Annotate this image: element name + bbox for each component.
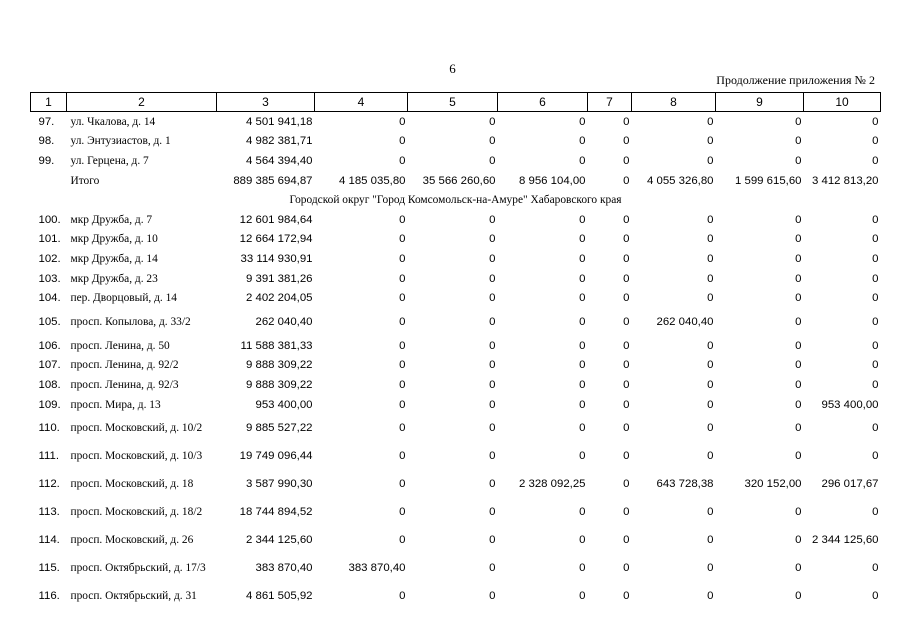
amount-cell: 0 xyxy=(795,359,802,372)
amount-cell: 0 xyxy=(872,562,879,575)
amount-cell: 0 xyxy=(399,154,406,167)
page-number: 6 xyxy=(449,61,456,76)
amount-cell: 18 744 894,52 xyxy=(239,506,313,519)
amount-cell: 0 xyxy=(623,252,630,265)
amount-cell: 0 xyxy=(795,252,802,265)
amount-cell: 643 728,38 xyxy=(656,478,714,491)
amount-cell: 2 344 125,60 xyxy=(811,534,879,547)
amount-cell: 0 xyxy=(707,233,714,246)
amount-cell: 0 xyxy=(399,478,406,491)
amount-cell: 0 xyxy=(489,292,496,305)
row-number: 114. xyxy=(38,534,60,547)
amount-cell: 0 xyxy=(399,398,406,411)
amount-cell: 4 861 505,92 xyxy=(245,590,313,603)
amount-cell: 0 xyxy=(707,154,714,167)
address-cell: просп. Ленина, д. 92/2 xyxy=(70,359,179,372)
amount-cell: 0 xyxy=(579,562,586,575)
amount-cell: 0 xyxy=(623,359,630,372)
address-cell: просп. Мира, д. 13 xyxy=(70,398,161,411)
amount-cell: 9 888 309,22 xyxy=(245,378,313,391)
amount-cell: 0 xyxy=(872,135,879,148)
amount-cell: 2 344 125,60 xyxy=(245,534,313,547)
amount-cell: 0 xyxy=(579,590,586,603)
amount-cell: 0 xyxy=(623,450,630,463)
amount-cell: 0 xyxy=(623,233,630,246)
amount-cell: 0 xyxy=(579,339,586,352)
row-number: 100. xyxy=(38,213,61,226)
amount-cell: 4 501 941,18 xyxy=(245,115,313,128)
amount-cell: 0 xyxy=(872,252,879,265)
row-number: 107. xyxy=(38,359,61,372)
amount-cell: 19 749 096,44 xyxy=(239,450,313,463)
amount-cell: 0 xyxy=(872,339,879,352)
amount-cell: 0 xyxy=(623,154,630,167)
amount-cell: 0 xyxy=(795,422,802,435)
amount-cell: 0 xyxy=(707,562,714,575)
amount-cell: 0 xyxy=(872,292,879,305)
amount-cell: 0 xyxy=(707,339,714,352)
address-cell: мкр Дружба, д. 14 xyxy=(70,252,158,265)
address-text: просп. Октябрьский, д. 17/3 xyxy=(70,562,206,575)
amount-cell: 0 xyxy=(579,359,586,372)
address-cell: ул. Чкалова, д. 14 xyxy=(70,115,156,128)
amount-cell: 0 xyxy=(399,252,406,265)
amount-cell: 296 017,67 xyxy=(821,478,879,491)
amount-cell: 0 xyxy=(579,315,586,328)
table-row xyxy=(31,269,881,289)
amount-cell: 0 xyxy=(707,398,714,411)
amount-cell: 0 xyxy=(623,213,630,226)
amount-cell: 4 982 381,71 xyxy=(245,135,313,148)
amount-cell: 0 xyxy=(399,339,406,352)
amount-cell: 0 xyxy=(623,315,630,328)
row-number: 105. xyxy=(38,315,61,328)
address-text: просп. Московский, д. 10/2 xyxy=(70,422,203,435)
total-cell: 3 412 813,20 xyxy=(811,174,879,187)
amount-cell: 9 391 381,26 xyxy=(245,272,313,285)
amount-cell: 0 xyxy=(795,590,802,603)
row-number: 106. xyxy=(38,339,61,352)
address-cell xyxy=(67,582,217,610)
amount-cell: 0 xyxy=(872,233,879,246)
amount-cell: 0 xyxy=(872,213,879,226)
amount-cell: 0 xyxy=(623,534,630,547)
amount-cell: 0 xyxy=(795,534,802,547)
amount-cell: 9 885 527,22 xyxy=(245,422,313,435)
amount-cell: 953 400,00 xyxy=(255,398,313,411)
amount-cell: 0 xyxy=(489,506,496,519)
amount-cell: 0 xyxy=(399,450,406,463)
amount-cell: 0 xyxy=(707,590,714,603)
amount-cell: 0 xyxy=(795,233,802,246)
address-text: просп. Московский, д. 18 xyxy=(70,478,194,491)
amount-cell: 0 xyxy=(489,450,496,463)
amount-cell: 0 xyxy=(795,115,802,128)
amount-cell: 0 xyxy=(795,506,802,519)
amount-cell: 0 xyxy=(795,154,802,167)
amount-cell: 0 xyxy=(579,398,586,411)
column-header: 3 xyxy=(217,93,315,112)
address-cell: ул. Энтузиастов, д. 1 xyxy=(70,135,171,148)
amount-cell: 383 870,40 xyxy=(255,562,313,575)
table-row xyxy=(31,414,881,442)
amount-cell: 0 xyxy=(707,534,714,547)
amount-cell: 0 xyxy=(489,252,496,265)
table-row xyxy=(31,498,881,526)
amount-cell: 0 xyxy=(489,378,496,391)
amount-cell: 0 xyxy=(489,154,496,167)
address-text: просп. Московский, д. 26 xyxy=(70,534,194,547)
amount-cell: 0 xyxy=(579,450,586,463)
row-number: 115. xyxy=(38,562,60,575)
address-cell: просп. Ленина, д. 92/3 xyxy=(70,378,179,391)
amount-cell: 0 xyxy=(579,233,586,246)
row-number: 109. xyxy=(38,398,61,411)
table-row xyxy=(31,308,881,336)
row-number: 116. xyxy=(38,590,60,603)
table-row xyxy=(31,132,881,152)
row-number: 101. xyxy=(38,233,61,246)
row-number: 104. xyxy=(38,292,61,305)
amount-cell: 0 xyxy=(872,359,879,372)
section-row xyxy=(31,190,881,210)
amount-cell: 0 xyxy=(489,233,496,246)
amount-cell: 11 588 381,33 xyxy=(240,339,313,352)
table-row xyxy=(31,210,881,230)
table-row xyxy=(31,526,881,554)
amount-cell: 0 xyxy=(623,398,630,411)
amount-cell: 0 xyxy=(579,378,586,391)
total-cell: 1 599 615,60 xyxy=(734,174,802,187)
amount-cell: 0 xyxy=(707,252,714,265)
amount-cell: 9 888 309,22 xyxy=(245,359,313,372)
table-row xyxy=(31,582,881,610)
row-number: 110. xyxy=(38,422,60,435)
column-header: 8 xyxy=(632,93,716,112)
table-row xyxy=(31,442,881,470)
amount-cell: 0 xyxy=(795,562,802,575)
amount-cell: 0 xyxy=(623,562,630,575)
total-cell: 8 956 104,00 xyxy=(518,174,586,187)
amount-cell: 0 xyxy=(872,422,879,435)
address-cell: ул. Герцена, д. 7 xyxy=(70,154,149,167)
amount-cell: 4 564 394,40 xyxy=(245,154,313,167)
amount-cell: 33 114 930,91 xyxy=(240,252,313,265)
amount-cell: 0 xyxy=(623,422,630,435)
amount-cell: 0 xyxy=(872,272,879,285)
amount-cell: 0 xyxy=(872,590,879,603)
amount-cell: 0 xyxy=(489,272,496,285)
amount-cell: 0 xyxy=(707,292,714,305)
section-title: Городской округ "Город Комсомольск-на-Амуре" Хабаровского края xyxy=(289,194,622,207)
amount-cell: 0 xyxy=(707,135,714,148)
amount-cell: 0 xyxy=(623,378,630,391)
amount-cell: 0 xyxy=(795,450,802,463)
amount-cell: 0 xyxy=(623,590,630,603)
header-row xyxy=(31,93,881,112)
total-cell: 35 566 260,60 xyxy=(422,174,496,187)
amount-cell: 0 xyxy=(399,292,406,305)
column-header: 2 xyxy=(67,93,217,112)
column-header: 1 xyxy=(31,93,67,112)
amount-cell: 0 xyxy=(579,115,586,128)
row-number: 102. xyxy=(38,252,61,265)
amount-cell: 0 xyxy=(795,135,802,148)
amount-cell: 0 xyxy=(707,359,714,372)
total-index xyxy=(31,171,67,191)
amount-cell: 0 xyxy=(399,590,406,603)
amount-cell: 0 xyxy=(579,506,586,519)
amount-cell: 0 xyxy=(707,378,714,391)
column-header: 4 xyxy=(315,93,408,112)
amount-cell: 383 870,40 xyxy=(348,562,406,575)
amount-cell: 0 xyxy=(623,292,630,305)
address-cell xyxy=(67,526,217,554)
amount-cell: 12 601 984,64 xyxy=(239,213,313,226)
table-row xyxy=(31,336,881,356)
amount-cell: 0 xyxy=(795,315,802,328)
amount-cell: 0 xyxy=(399,534,406,547)
row-number: 108. xyxy=(38,378,61,391)
column-header: 6 xyxy=(498,93,588,112)
table-row xyxy=(31,375,881,395)
table-row xyxy=(31,554,881,582)
column-header: 5 xyxy=(408,93,498,112)
amount-cell: 0 xyxy=(399,422,406,435)
table-row xyxy=(31,470,881,498)
appendix-table xyxy=(30,92,881,610)
table-row xyxy=(31,151,881,171)
amount-cell: 0 xyxy=(489,562,496,575)
amount-cell: 0 xyxy=(795,398,802,411)
address-text: просп. Московский, д. 10/3 xyxy=(70,450,203,463)
row-number: 103. xyxy=(38,272,61,285)
amount-cell: 0 xyxy=(399,359,406,372)
amount-cell: 0 xyxy=(579,135,586,148)
table-row xyxy=(31,288,881,308)
amount-cell: 0 xyxy=(795,378,802,391)
amount-cell: 0 xyxy=(623,135,630,148)
table-body-previous xyxy=(31,112,881,171)
amount-cell: 953 400,00 xyxy=(821,398,879,411)
amount-cell: 0 xyxy=(579,534,586,547)
amount-cell: 0 xyxy=(399,378,406,391)
amount-cell: 0 xyxy=(795,213,802,226)
amount-cell: 0 xyxy=(623,506,630,519)
amount-cell: 0 xyxy=(579,292,586,305)
amount-cell: 0 xyxy=(399,315,406,328)
address-cell: просп. Ленина, д. 50 xyxy=(70,339,170,352)
amount-cell: 0 xyxy=(623,272,630,285)
amount-cell: 0 xyxy=(489,534,496,547)
amount-cell: 12 664 172,94 xyxy=(239,233,313,246)
amount-cell: 3 587 990,30 xyxy=(245,478,313,491)
amount-cell: 0 xyxy=(707,506,714,519)
row-number: 98. xyxy=(38,135,55,148)
amount-cell: 0 xyxy=(399,506,406,519)
amount-cell: 0 xyxy=(489,359,496,372)
amount-cell: 0 xyxy=(489,135,496,148)
total-cell: 4 185 035,80 xyxy=(338,174,406,187)
amount-cell: 0 xyxy=(579,252,586,265)
column-header: 7 xyxy=(588,93,632,112)
amount-cell: 0 xyxy=(489,115,496,128)
total-cell: 0 xyxy=(623,174,630,187)
address-cell: мкр Дружба, д. 10 xyxy=(70,233,158,246)
amount-cell: 2 402 204,05 xyxy=(245,292,313,305)
amount-cell: 0 xyxy=(489,478,496,491)
amount-cell: 0 xyxy=(795,339,802,352)
total-cell: 889 385 694,87 xyxy=(233,174,313,187)
amount-cell: 0 xyxy=(872,154,879,167)
address-cell: мкр Дружба, д. 7 xyxy=(70,213,153,226)
amount-cell: 0 xyxy=(795,292,802,305)
amount-cell: 0 xyxy=(795,272,802,285)
amount-cell: 0 xyxy=(399,272,406,285)
amount-cell: 0 xyxy=(872,450,879,463)
amount-cell: 0 xyxy=(579,272,586,285)
amount-cell: 0 xyxy=(399,135,406,148)
table-row xyxy=(31,249,881,269)
address-text: просп. Октябрьский, д. 31 xyxy=(70,590,197,603)
amount-cell: 0 xyxy=(872,378,879,391)
total-row xyxy=(31,171,881,191)
amount-cell: 0 xyxy=(489,398,496,411)
table-total xyxy=(31,171,881,210)
row-number: 112. xyxy=(38,478,60,491)
amount-cell: 0 xyxy=(623,115,630,128)
amount-cell: 0 xyxy=(707,422,714,435)
amount-cell: 0 xyxy=(707,272,714,285)
address-text: просп. Копылова, д. 33/2 xyxy=(70,315,191,328)
amount-cell: 0 xyxy=(872,315,879,328)
table-body-komsomolsk xyxy=(31,210,881,610)
total-label: Итого xyxy=(70,174,100,187)
table-row xyxy=(31,356,881,376)
amount-cell: 0 xyxy=(872,506,879,519)
address-cell: пер. Дворцовый, д. 14 xyxy=(70,292,177,305)
address-cell xyxy=(67,554,217,582)
amount-cell: 0 xyxy=(489,590,496,603)
total-cell: 4 055 326,80 xyxy=(646,174,714,187)
amount-cell: 0 xyxy=(872,115,879,128)
amount-cell: 0 xyxy=(707,115,714,128)
column-header: 9 xyxy=(716,93,804,112)
address-cell xyxy=(67,442,217,470)
amount-cell: 0 xyxy=(489,315,496,328)
amount-cell: 0 xyxy=(579,154,586,167)
address-text: просп. Московский, д. 18/2 xyxy=(70,506,203,519)
amount-cell: 0 xyxy=(399,213,406,226)
amount-cell: 0 xyxy=(623,478,630,491)
address-cell xyxy=(67,414,217,442)
table-row xyxy=(31,230,881,250)
row-number: 113. xyxy=(38,506,60,519)
amount-cell: 0 xyxy=(707,450,714,463)
column-header: 10 xyxy=(804,93,881,112)
amount-cell: 2 328 092,25 xyxy=(518,478,586,491)
amount-cell: 0 xyxy=(707,213,714,226)
row-number: 111. xyxy=(38,450,59,463)
continuation-label: Продолжение приложения № 2 xyxy=(716,73,875,87)
amount-cell: 0 xyxy=(489,339,496,352)
amount-cell: 0 xyxy=(579,422,586,435)
amount-cell: 0 xyxy=(489,422,496,435)
table-row xyxy=(31,395,881,415)
amount-cell: 0 xyxy=(623,339,630,352)
address-cell xyxy=(67,498,217,526)
amount-cell: 262 040,40 xyxy=(255,315,313,328)
amount-cell: 320 152,00 xyxy=(744,478,802,491)
row-number: 97. xyxy=(38,115,55,128)
address-cell xyxy=(67,470,217,498)
address-cell: мкр Дружба, д. 23 xyxy=(70,272,158,285)
amount-cell: 0 xyxy=(489,213,496,226)
address-cell xyxy=(67,308,217,336)
amount-cell: 262 040,40 xyxy=(656,315,714,328)
table-row xyxy=(31,112,881,132)
row-number: 99. xyxy=(38,154,55,167)
amount-cell: 0 xyxy=(399,115,406,128)
amount-cell: 0 xyxy=(399,233,406,246)
amount-cell: 0 xyxy=(579,213,586,226)
